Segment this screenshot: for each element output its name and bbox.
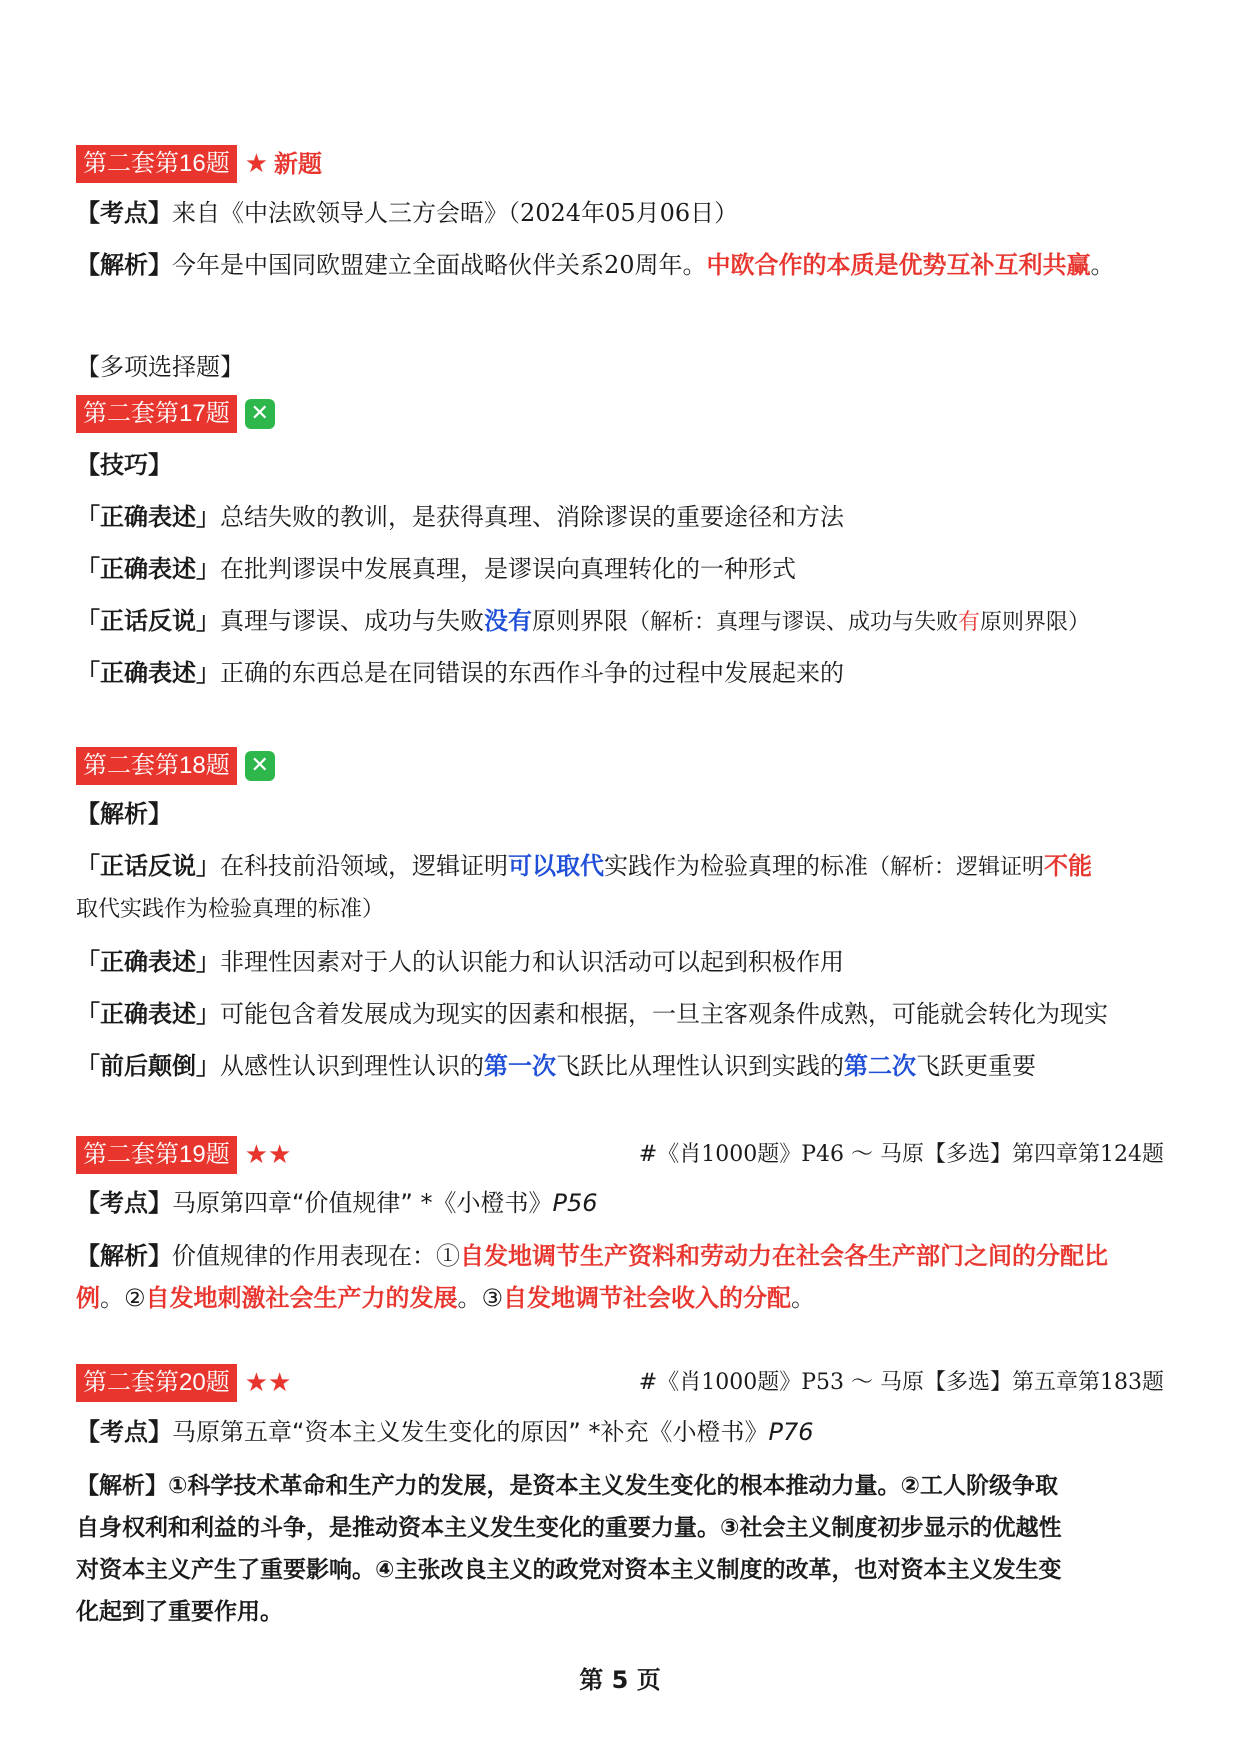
- q18-item: [76, 997, 1108, 1031]
- item-label: 「正确表述」: [76, 555, 220, 583]
- jiexi-end: 。: [1090, 251, 1115, 279]
- jiqiao-label: 【技巧】: [76, 451, 172, 479]
- q18-jiexi: [76, 797, 172, 831]
- question-tag: 第二套第18题: [76, 747, 237, 785]
- item-text: 在科技前沿领域，逻辑证明: [220, 852, 508, 880]
- item-text: 飞跃比从理性认识到实践的: [556, 1052, 844, 1080]
- jiexi-highlight: 自发地调节生产资料和劳动力在社会各生产部门之间的分配比: [460, 1242, 1108, 1270]
- item-label: 「正话反说」: [76, 852, 220, 880]
- jiexi-highlight: 自发地刺激社会生产力的发展: [145, 1284, 458, 1312]
- section-title-multi: 【多项选择题】: [76, 353, 244, 381]
- kaodian-label: 【考点】: [76, 1189, 172, 1217]
- jiexi-label: 【解析】: [76, 1473, 168, 1499]
- q17-item: [76, 500, 844, 534]
- q20-reference: #《肖1000题》P53 ～ 马原【多选】第五章第183题: [638, 1370, 1164, 1395]
- item-label: 「正确表述」: [76, 1000, 220, 1028]
- question-tag: 第二套第17题: [76, 395, 237, 433]
- item-text: 飞跃更重要: [916, 1052, 1036, 1080]
- q18-item-note-cont: 取代实践作为检验真理的标准）: [76, 897, 385, 922]
- jiexi-label: 【解析】: [76, 1242, 172, 1270]
- item-text: 真理与谬误、成功与失败: [220, 607, 484, 635]
- q19-header: [76, 1136, 291, 1174]
- item-note-red: 不能: [1044, 852, 1093, 880]
- item-text: 从感性认识到理性认识的: [220, 1052, 484, 1080]
- q18-item: [76, 1049, 1036, 1083]
- item-text: 实践作为检验真理的标准: [604, 852, 868, 880]
- q17-item: [76, 604, 1090, 640]
- q19-reference: #《肖1000题》P46 ～ 马原【多选】第四章第124题: [638, 1142, 1164, 1167]
- question-tag: 第二套第20题: [76, 1364, 237, 1402]
- q20-jiexi: [76, 1465, 1166, 1633]
- q18-header: [76, 747, 275, 785]
- jiexi-highlight: 例: [76, 1284, 100, 1312]
- item-note: （解析：真理与谬误、成功与失败: [628, 610, 959, 635]
- jiexi-line: ①科学技术革命和生产力的发展，是资本主义发生变化的根本推动力量。②工人阶级争取: [168, 1473, 1058, 1499]
- item-label: 「正确表述」: [76, 948, 220, 976]
- item-text: 非理性因素对于人的认识能力和认识活动可以起到积极作用: [220, 948, 844, 976]
- item-blue: 第二次: [844, 1052, 916, 1080]
- item-blue: 可以取代: [508, 852, 604, 880]
- q20-header: [76, 1364, 291, 1402]
- item-text: 总结失败的教训，是获得真理、消除谬误的重要途径和方法: [220, 503, 844, 531]
- item-label: 「前后颠倒」: [76, 1052, 220, 1080]
- q17-item: [76, 656, 844, 690]
- jiexi-line: 化起到了重要作用。: [76, 1599, 283, 1625]
- q17-jiqiao: [76, 448, 172, 482]
- kaodian-text: 来自《中法欧领导人三方会晤》（2024年05月06日）: [172, 199, 739, 227]
- kaodian-text: 马原第四章“价值规律” *《小橙书》: [172, 1189, 553, 1217]
- jiexi-text: 。③: [457, 1284, 504, 1312]
- q16-header: [76, 145, 322, 183]
- item-note: （解析：逻辑证明: [868, 855, 1045, 880]
- item-label: 「正确表述」: [76, 659, 220, 687]
- q18-item: [76, 945, 844, 979]
- item-label: 「正确表述」: [76, 503, 220, 531]
- star-icon: ★: [244, 149, 269, 179]
- q18-item: [76, 849, 1092, 885]
- kaodian-page: P56: [552, 1189, 598, 1217]
- item-blue: 没有: [484, 607, 532, 635]
- q19-jiexi: [76, 1235, 1166, 1319]
- jiexi-label: 【解析】: [76, 251, 172, 279]
- jiexi-text: 今年是中国同欧盟建立全面战略伙伴关系20周年。: [172, 251, 707, 279]
- jiexi-line: 自身权利和利益的斗争，是推动资本主义发生变化的重要力量。③社会主义制度初步显示的优越性: [76, 1515, 1062, 1541]
- item-label: 「正话反说」: [76, 607, 220, 635]
- star-icon: ★★: [244, 1140, 292, 1170]
- q16-jiexi: [76, 248, 1115, 282]
- cross-mark-icon: ✕: [245, 399, 275, 429]
- kaodian-label: 【考点】: [76, 1418, 172, 1446]
- q17-item: [76, 552, 796, 586]
- new-label: 新题: [274, 150, 323, 178]
- q19-kaodian: [76, 1186, 598, 1220]
- q17-header: [76, 395, 275, 433]
- jiexi-end: 。: [791, 1284, 816, 1312]
- item-blue: 第一次: [484, 1052, 556, 1080]
- question-tag: 第二套第16题: [76, 145, 237, 183]
- page-number: 第 5 页: [579, 1666, 661, 1694]
- item-note: 原则界限）: [980, 610, 1091, 635]
- kaodian-page: P76: [768, 1418, 814, 1446]
- item-text: 正确的东西总是在同错误的东西作斗争的过程中发展起来的: [220, 659, 844, 687]
- cross-mark-icon: ✕: [245, 751, 275, 781]
- jiexi-text: 价值规律的作用表现在：①: [172, 1242, 460, 1270]
- item-text: 在批判谬误中发展真理，是谬误向真理转化的一种形式: [220, 555, 796, 583]
- jiexi-highlight: 自发地调节社会收入的分配: [503, 1284, 792, 1312]
- jiexi-label: 【解析】: [76, 800, 172, 828]
- q16-kaodian: [76, 196, 738, 230]
- item-text: 可能包含着发展成为现实的因素和根据，一旦主客观条件成熟，可能就会转化为现实: [220, 1000, 1108, 1028]
- q20-kaodian: [76, 1415, 814, 1449]
- jiexi-text: 。②: [100, 1284, 146, 1312]
- item-note-red: 有: [958, 610, 981, 635]
- star-icon: ★★: [244, 1368, 292, 1398]
- kaodian-label: 【考点】: [76, 199, 172, 227]
- jiexi-line: 对资本主义产生了重要影响。④主张改良主义的政党对资本主义制度的改革，也对资本主义发生变: [76, 1557, 1062, 1583]
- question-tag: 第二套第19题: [76, 1136, 237, 1174]
- item-text: 原则界限: [532, 607, 628, 635]
- kaodian-text: 马原第五章“资本主义发生变化的原因” *补充《小橙书》: [172, 1418, 769, 1446]
- jiexi-highlight: 中欧合作的本质是优势互补互利共赢: [706, 251, 1091, 279]
